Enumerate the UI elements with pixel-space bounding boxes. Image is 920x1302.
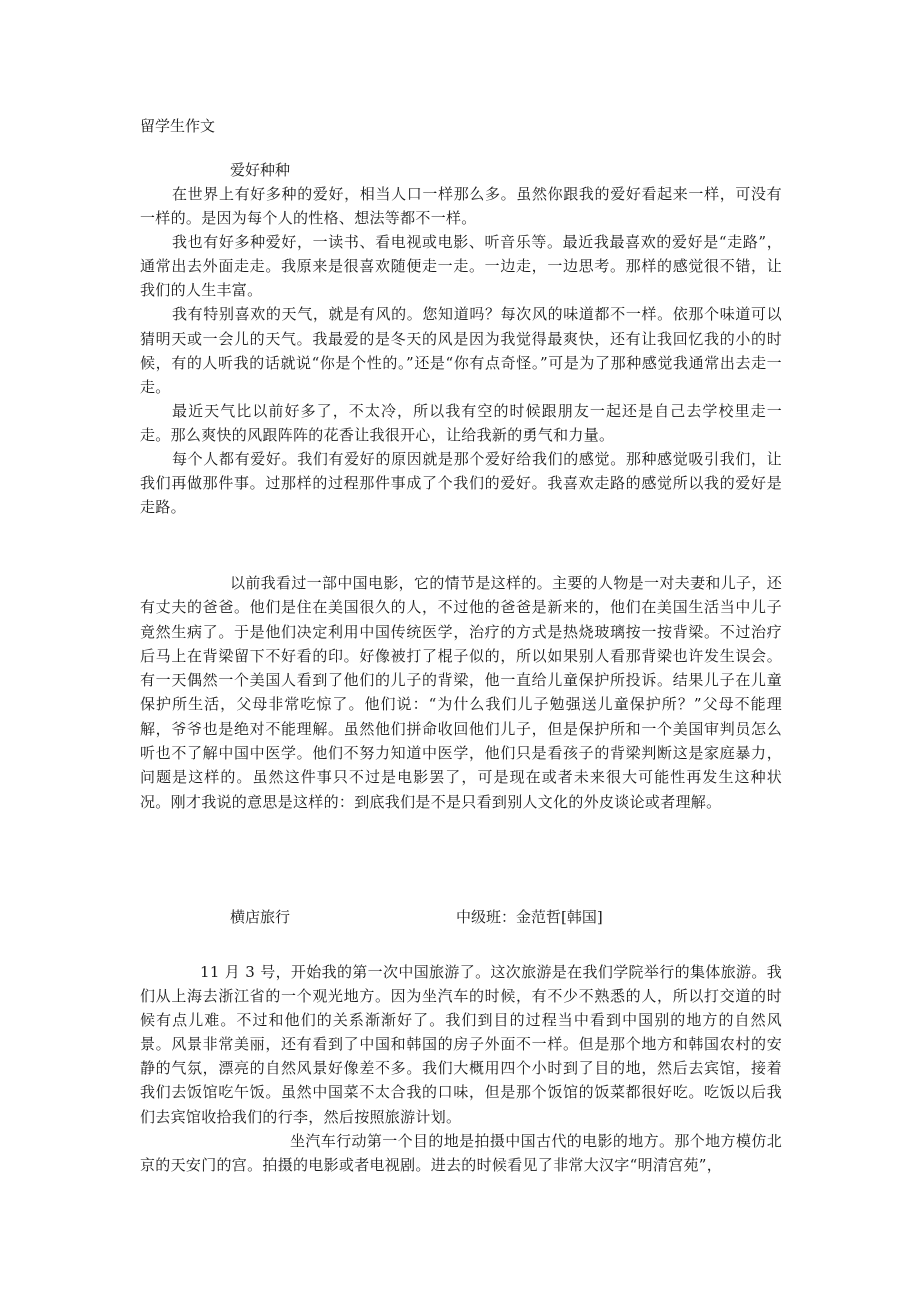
essay-hobbies-body xyxy=(140,182,782,519)
essay-travel-body xyxy=(140,960,782,1177)
essay-paragraph: 我也有好多种爱好，一读书、看电视或电影、听音乐等。最近我最喜欢的爱好是“走路”，通常出去外面走走。我原来是很喜欢随便走一走。一边走，一边思考。那样的感觉很不错，让我们的人生丰富。 xyxy=(140,233,782,300)
essay-paragraph: 11 月 3 号，开始我的第一次中国旅游了。这次旅游是在我们学院举行的集体旅游。我们从上海去浙江省的一个观光地方。因为坐汽车的时候，有不少不熟悉的人，所以打交道的时候有点儿难。不过和他们的关系渐渐好了。我们到目的过程当中看到中国别的地方的自然风景。风景非常美丽，还有看到了中国和韩国的房子外面不一样。但是那个地方和韩国农村的安静的气氛，漂亮的自然风景好像差不多。我们大概用四个小时到了目的地，然后去宾馆，接着我们去饭馆吃午饭。虽然中国菜不太合我的口味，但是那个饭馆的饭菜都很好吃。吃饭以后我们去宾馆收拾我们的行李，然后按照旅游计划。 xyxy=(140,963,782,1126)
document-label: 留学生作文 xyxy=(140,117,216,135)
essay-paragraph: 每个人都有爱好。我们有爱好的原因就是那个爱好给我们的感觉。那种感觉吸引我们，让我们再做那件事。过那样的过程那件事成了个我们的爱好。我喜欢走路的感觉所以我的爱好是走路。 xyxy=(140,450,782,517)
essay-paragraph: 以前我看过一部中国电影，它的情节是这样的。主要的人物是一对夫妻和儿子，还有丈夫的爸爸。他们是住在美国很久的人，不过他的爸爸是新来的，他们在美国生活当中儿子竟然生病了。于是他们决定利用中国传统医学，治疗的方式是热烧玻璃按一按背梁。不过治疗后马上在背梁留下不好看的印。好像被打了棍子似的，所以如果别人看那背梁也许发生误会。有一天偶然一个美国人看到了他们的儿子的背梁，他一直给儿童保护所投诉。结果儿子在儿童保护所生活，父母非常吃惊了。他们说：“为什么我们儿子勉强送儿童保护所？”父母不能理解，爷爷也是绝对不能理解。虽然他们拼命收回他们儿子，但是保护所和一个美国审判员怎么听也不了解中国中医学。他们不努力知道中医学，他们只是看孩子的背梁判断这是家庭暴力，问题是这样的。虽然这件事只不过是电影罢了，可是现在或者未来很大可能性再发生这种状况。刚才我说的意思是这样的：到底我们是不是只看到别人文化的外皮谈论或者理解。 xyxy=(140,574,782,811)
essay-title-travel: 横店旅行 xyxy=(230,908,291,926)
author-line: 中级班：金范哲[韩国] xyxy=(456,908,603,926)
essay-paragraph: 坐汽车行动第一个目的地是拍摄中国古代的电影的地方。那个地方模仿北京的天安门的宫。拍摄的电影或者电视剧。进去的时候看见了非常大汉字“明清宫苑”， xyxy=(140,1131,782,1174)
essay-paragraph: 最近天气比以前好多了，不太冷，所以我有空的时候跟朋友一起还是自己去学校里走一走。那么爽快的风跟阵阵的花香让我很开心，让给我新的勇气和力量。 xyxy=(140,401,782,444)
essay-paragraph: 我有特别喜欢的天气，就是有风的。您知道吗？每次风的味道都不一样。依那个味道可以猜明天或一会儿的天气。我最爱的是冬天的风是因为我觉得最爽快，还有让我回忆我的小的时候，有的人听我的话就说“你是个性的。”还是“你有点奇怪。”可是为了那种感觉我通常出去走一走。 xyxy=(140,305,782,396)
essay-paragraph: 在世界上有好多种的爱好，相当人口一样那么多。虽然你跟我的爱好看起来一样，可没有一样的。是因为每个人的性格、想法等都不一样。 xyxy=(140,185,782,228)
essay-movie-body xyxy=(140,571,782,814)
essay-title-hobbies: 爱好种种 xyxy=(230,161,291,179)
